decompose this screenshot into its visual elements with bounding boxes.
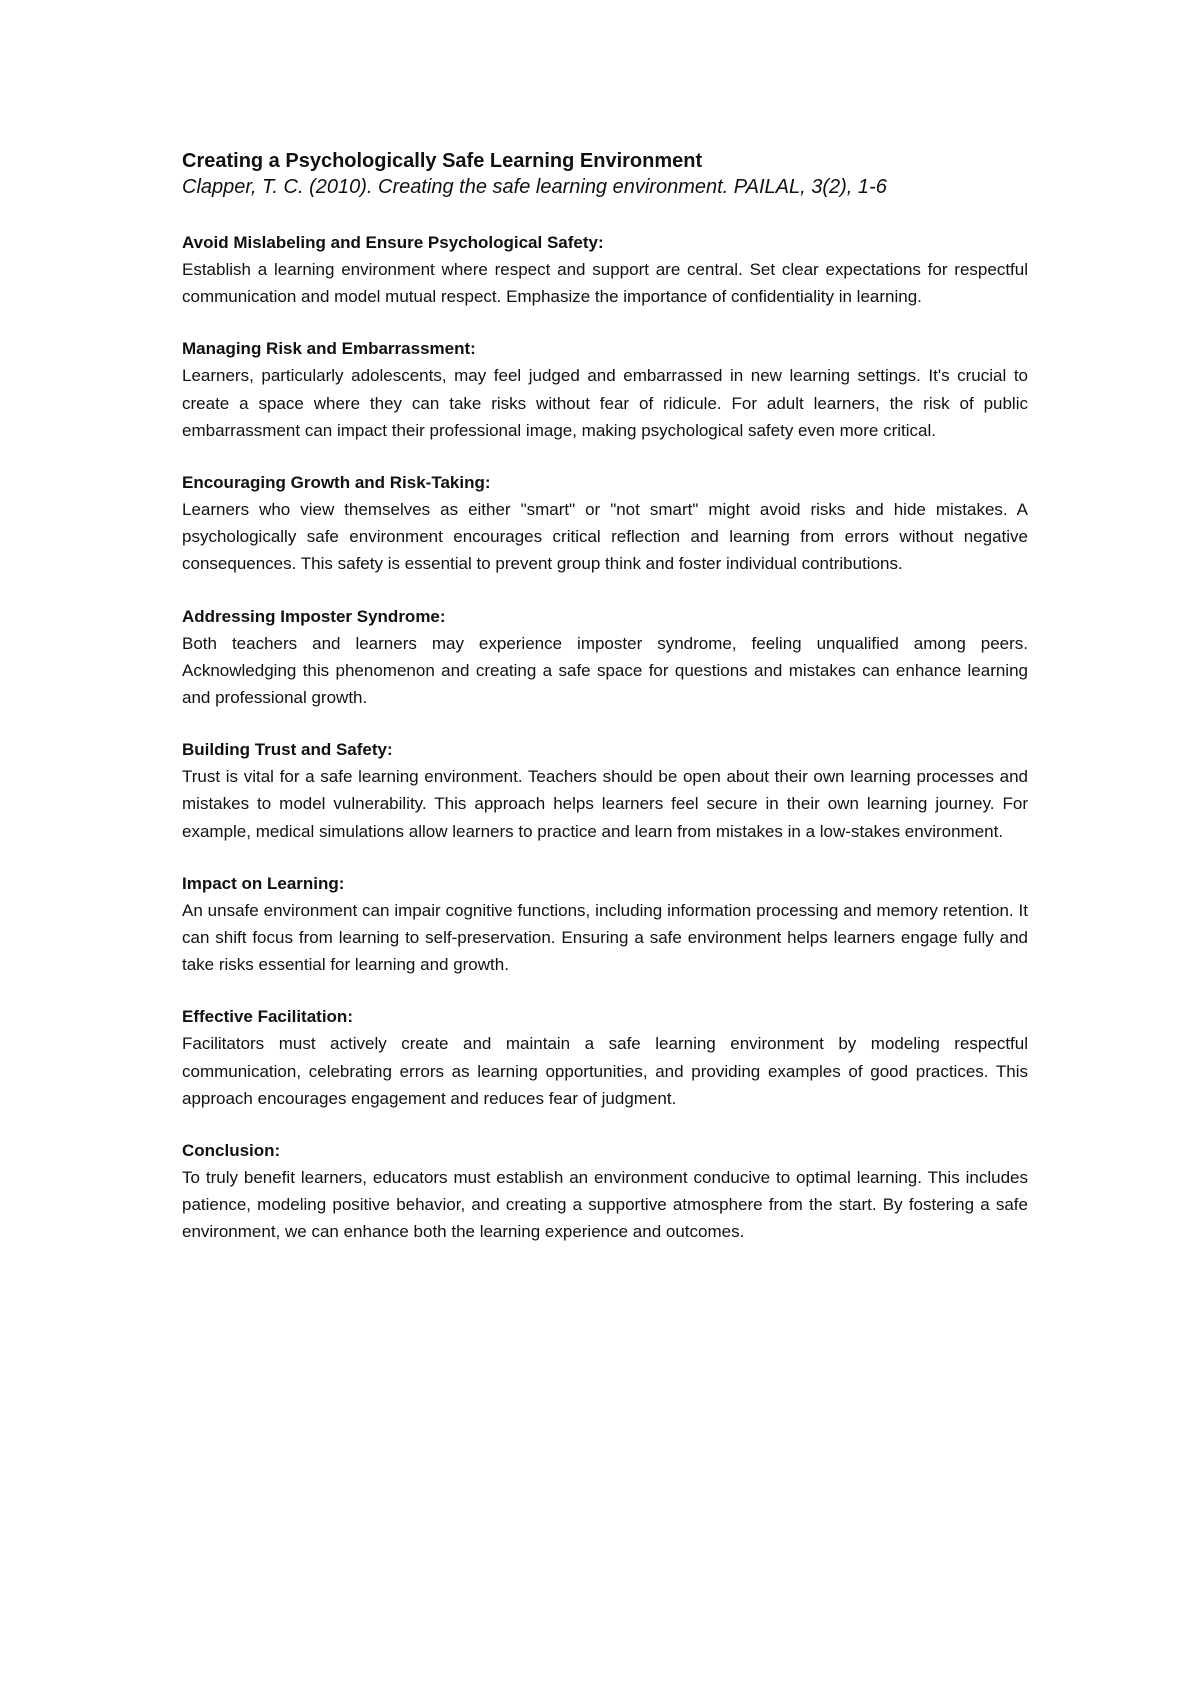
section-conclusion [182, 1137, 1028, 1246]
section-heading: Building Trust and Safety: [182, 740, 393, 760]
section-body: Learners who view themselves as either "smart" or "not smart" might avoid risks and hide mistakes. A psychologically safe environment encourages critical reflection and learning from errors without negative consequences. This safety is essential to prevent group think and foster individual contributions. [182, 500, 1028, 574]
document-title: Creating a Psychologically Safe Learning Environment [182, 150, 703, 172]
section-mislabeling [182, 229, 1028, 310]
section-body: Trust is vital for a safe learning environment. Teachers should be open about their own learning processes and mistakes to model vulnerability. This approach helps learners feel secure in their own learning journey. For example, medical simulations allow learners to practice and learn from mistakes in a low-stakes environment. [182, 767, 1028, 841]
section-heading: Addressing Imposter Syndrome: [182, 606, 446, 626]
section-body: To truly benefit learners, educators must establish an environment conducive to optimal learning. This includes patience, modeling positive behavior, and creating a supportive atmosphere from the start. By fostering a safe environment, we can enhance both the learning experience and outcomes. [182, 1168, 1028, 1242]
section-heading: Conclusion: [182, 1141, 281, 1161]
section-heading: Avoid Mislabeling and Ensure Psychological Safety: [182, 233, 604, 252]
section-body: Learners, particularly adolescents, may feel judged and embarrassed in new learning settings. It's crucial to create a space where they can take risks without fear of ridicule. For adult learners, the risk of public embarrassment can impact their professional image, making psychological safety even more critical. [182, 366, 1028, 440]
section-heading: Encouraging Growth and Risk-Taking: [182, 473, 491, 493]
section-body: Establish a learning environment where respect and support are central. Set clear expectations for respectful communication and model mutual respect. Emphasize the importance of confidentiality in learning. [182, 260, 1028, 307]
section-risk-embarrassment [182, 335, 1028, 444]
section-heading: Impact on Learning: [182, 873, 345, 893]
section-trust-safety [182, 736, 1028, 845]
section-effective-facilitation [182, 1003, 1028, 1112]
document-page [182, 148, 1028, 1271]
section-impact-learning [182, 870, 1028, 979]
section-body: Both teachers and learners may experience imposter syndrome, feeling unqualified among peers. Acknowledging this phenomenon and creating a safe space for questions and mistakes can enhance learning and professional growth. [182, 633, 1028, 708]
section-heading: Effective Facilitation: [182, 1007, 353, 1027]
document-citation: Clapper, T. C. (2010). Creating the safe learning environment. PAILAL, 3(2), 1-6 [182, 176, 887, 198]
section-growth-risk-taking [182, 469, 1028, 578]
section-body: Facilitators must actively create and maintain a safe learning environment by modeling respectful communication, celebrating errors as learning opportunities, and providing examples of good practices. This approach encourages engagement and reduces fear of judgment. [182, 1034, 1028, 1108]
section-body: An unsafe environment can impair cognitive functions, including information processing and memory retention. It can shift focus from learning to self-preservation. Ensuring a safe environment helps learners engage fully and take risks essential for learning and growth. [182, 900, 1028, 975]
section-imposter-syndrome [182, 603, 1028, 712]
section-heading: Managing Risk and Embarrassment: [182, 339, 476, 359]
